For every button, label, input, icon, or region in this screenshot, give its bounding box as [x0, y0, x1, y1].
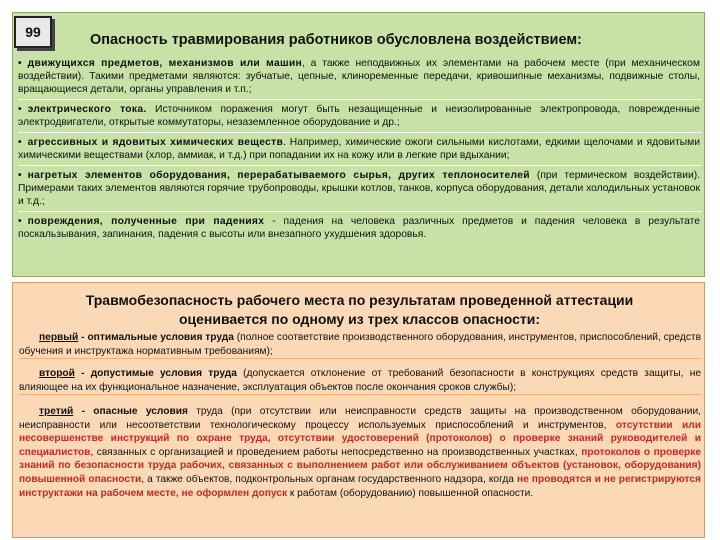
hazard-term: нагретых элементов оборудования, перерабатываемого сырья, других теплоносителей — [27, 170, 530, 181]
hazard-text: - падения на человека различных предметов и падения человека в результате поскальзывания, запинания, падения с высоты или внезапного ухудшения здоровья. — [18, 216, 700, 240]
class-second — [19, 367, 701, 395]
hazard-term: движущихся предметов, механизмов или машин — [27, 58, 302, 69]
class-text: труда (при отсутствии или неисправности средств защиты на производственном оборудовании, неисправности или несоответствии технологическому процессу используемых приспособлений и инструментов, — [19, 406, 702, 431]
class-name: третий — [39, 406, 74, 417]
bullet: • — [18, 104, 22, 115]
hazard-item — [18, 215, 702, 244]
class-text: (полное соответствие производственного оборудования, инструментов, приспособлений, средств обучения и инструктажа нормативным требованиям); — [19, 332, 701, 357]
hazard-term: повреждения, полученные при падениях — [27, 216, 265, 227]
class-third — [19, 405, 701, 500]
class-text: (допускается отклонение от требований безопасности в конструкциях средств защиты, не влияющее на их функциональное назначение, эксплуатация объектов после окончания сроков службы); — [19, 368, 701, 393]
bullet: • — [18, 170, 22, 181]
bullet: • — [18, 58, 22, 69]
highlight-text: отсутствии или несовершенстве инструкций по охране труда, отсутствии удостоверений (протоколов) о проверке знаний руководителей и специалистов — [19, 419, 701, 458]
highlight-text: протоколов о проверке знаний по безопасности труда рабочих, связанных с выполнением работ или обслуживанием объектов (установок, оборудования) повышенной опасности — [19, 446, 701, 485]
hazard-text: , а также неподвижных их элементами на рабочем месте (при механическом воздействии). Такими предметами являются: зубчатые, цепные, клиноременные передачи, кривошипные механизмы, подвижные столы, вращающиеся детали, органы управления и т.п.; — [18, 58, 700, 95]
title-line: оценивается по одному из трех классов опасности: — [178, 311, 541, 327]
hazard-term: электрического тока. — [27, 104, 147, 115]
hazard-item — [18, 136, 702, 166]
title-line: Травмобезопасность рабочего места по результатам проведенной аттестации — [85, 292, 634, 308]
hazard-text: . Например, химические ожоги сильными кислотами, едкими щелочами и ядовитыми химическими веществами (хлор, аммиак, и т.д.) при попадании их на кожу или в легкие при вдыхании; — [18, 137, 700, 161]
class-first — [19, 331, 701, 359]
class-text: к работам (оборудованию) повышенной опасности. — [287, 487, 534, 499]
class-name: первый — [39, 332, 79, 343]
hazard-text: (при термическом воздействии). Примерами таких элементов являются горячие трубопроводы, крышки котлов, танков, корпуса оборудования, детали холодильных установок и т.д.; — [18, 170, 700, 207]
class-term: - опасные условия — [73, 406, 188, 417]
hazard-list — [18, 57, 702, 247]
safety-classes-panel — [12, 282, 705, 538]
hazard-item — [18, 57, 702, 100]
highlight-text: не проводятся и не регистрируются инструктажи на рабочем месте, не оформлен допуск — [19, 473, 701, 499]
class-name: второй — [39, 368, 75, 379]
class-term: - оптимальные условия труда — [78, 332, 234, 343]
bullet: • — [18, 216, 22, 227]
class-term: - допустимые условия труда — [74, 368, 237, 379]
hazard-item — [18, 169, 702, 212]
class-text: , связанных с организацией и проведением работы непосредственно на производственных участках, — [90, 446, 582, 458]
hazard-title: Опасность травмирования работников обусловлена воздействием: — [90, 32, 582, 48]
safety-classes-title — [13, 291, 706, 329]
hazard-text: Источником поражения могут быть незащищенные и неизолированные электропровода, поврежденные электродвигатели, открытые коммутаторы, незаземленное оборудование и др.; — [18, 104, 700, 128]
hazard-item — [18, 103, 702, 133]
class-text: , а также объектов, подконтрольных органам государственного надзора, когда — [141, 473, 517, 485]
slide-number: 99 — [14, 16, 52, 48]
bullet: • — [18, 137, 22, 148]
hazard-term: агрессивных и ядовитых химических веществ — [27, 137, 284, 148]
